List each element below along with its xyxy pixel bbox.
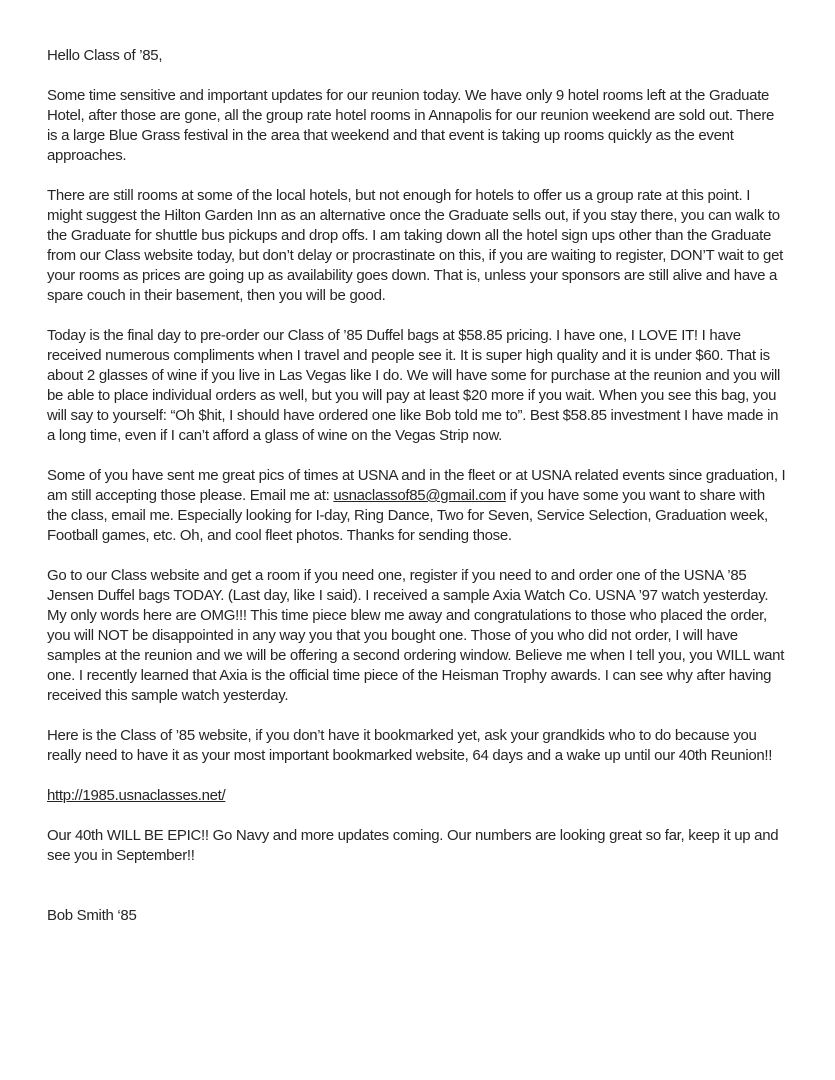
- signature: Bob Smith ‘85: [47, 907, 137, 924]
- paragraph-website-watch: Go to our Class website and get a room if you need one, register if you need to and order one of the USNA ’85 Jensen Duffel bags TODAY. (Last day, like I said). I received a sample Axia Watch Co. USNA ’97 watch yesterday. My only words here are OMG!!! This time piece blew me away and congratulations to those who placed the order, you will NOT be disappointed in any way you that you bought one. Those of you who did not order, I will have samples at the reunion and we will be offering a second ordering window. Believe me when I tell you, you WILL want one. I recently learned that Axia is the official time piece of the Heisman Trophy awards. I can see why after having received this sample watch yesterday.: [47, 567, 785, 704]
- paragraph-closing: Our 40th WILL BE EPIC!! Go Navy and more updates coming. Our numbers are looking great so far, keep it up and see you in September!!: [47, 827, 779, 864]
- paragraph-website-link: [47, 786, 787, 806]
- paragraph-local-hotels: There are still rooms at some of the local hotels, but not enough for hotels to offer us a group rate at this point. I might suggest the Hilton Garden Inn as an alternative once the Graduate sells out, if you stay there, you can walk to the Graduate for shuttle bus pickups and drop offs. I am taking down all the hotel sign ups other than the Graduate from our Class website today, but don’t delay or procrastinate on this, if you are waiting to register, DON’T wait to get your rooms as prices are going up as availability goes down. That is, unless your sponsors are still alive and have a spare couch in their basement, then you will be good.: [47, 187, 784, 304]
- paragraph-bookmark: Here is the Class of ’85 website, if you don’t have it bookmarked yet, ask your grandkids who to do because you really need to have it as your most important bookmarked website, 64 days and a wake up until our 40th Reunion!!: [47, 727, 773, 764]
- paragraph-hotel-update: Some time sensitive and important updates for our reunion today. We have only 9 hotel rooms left at the Graduate Hotel, after those are gone, all the group rate hotel rooms in Annapolis for our reunion weekend are sold out. There is a large Blue Grass festival in the area that weekend and that event is taking up rooms quickly as the event approaches.: [47, 87, 775, 164]
- greeting: Hello Class of ’85,: [47, 47, 163, 64]
- paragraph-photos: [47, 466, 787, 546]
- class-website-link[interactable]: http://1985.usnaclasses.net/: [47, 787, 226, 804]
- photos-text-after-email: if you have some you want to share with the class, email me. Especially looking for I-day, Ring Dance, Two for Seven, Service Selection, Graduation week, Football games, etc. Oh, and cool fleet photos. Thanks for sending those.: [47, 487, 768, 544]
- email-link[interactable]: usnaclassof85@gmail.com: [333, 487, 506, 504]
- photos-text-before-email: Some of you have sent me great pics of times at USNA and in the fleet or at USNA related events since graduation, I am still accepting those please. Email me at:: [47, 467, 786, 504]
- paragraph-duffel-bags: Today is the final day to pre-order our Class of ’85 Duffel bags at $58.85 pricing. I have one, I LOVE IT! I have received numerous compliments when I travel and people see it. It is super high quality and it is under $60. That is about 2 glasses of wine if you live in Las Vegas like I do. We will have some for purchase at the reunion and you will be able to place individual orders as well, but you will pay at least $20 more if you wait. When you see this bag, you will say to yourself: “Oh $hit, I should have ordered one like Bob told me to”. Best $58.85 investment I have made in a long time, even if I can’t afford a glass of wine on the Vegas Strip now.: [47, 327, 781, 444]
